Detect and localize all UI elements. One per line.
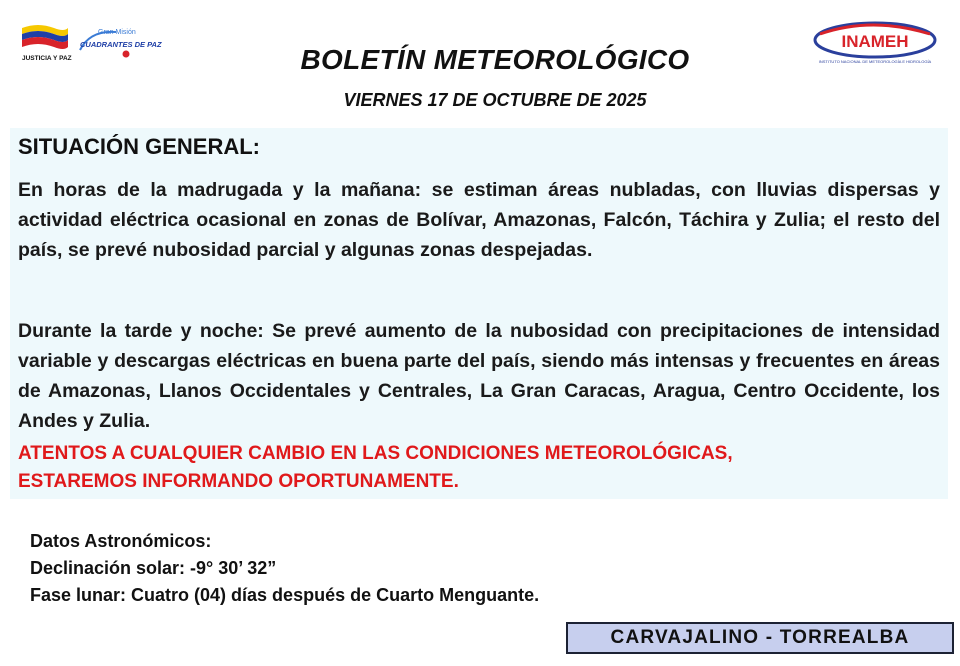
mission-small-text: Gran Misión <box>98 29 136 36</box>
afternoon-forecast-paragraph: Durante la tarde y noche: Se prevé aumento de la nubosidad con precipitaciones de intensidad variable y descargas eléctricas en buena parte del país, siendo más intensas y frecuentes en áreas de Amazonas, Llanos Occidentales y Centrales, La Gran Caracas, Aragua, Centro Occidente, los Andes y Zulia. <box>18 320 940 432</box>
forecaster-names: CARVAJALINO - TORREALBA <box>610 627 910 648</box>
astronomical-heading: Datos Astronómicos: <box>30 531 212 551</box>
moon-phase: Fase lunar: Cuatro (04) días después de Cuarto Menguante. <box>30 585 540 605</box>
forecaster-signature-box <box>566 622 954 654</box>
alert-message <box>18 440 940 496</box>
alert-line-1: ATENTOS A CUALQUIER CAMBIO EN LAS CONDICIONES METEOROLÓGICAS, <box>18 443 733 464</box>
astronomical-data <box>30 528 539 609</box>
morning-forecast-paragraph: En horas de la madrugada y la mañana: se estiman áreas nubladas, con lluvias dispersas y actividad eléctrica ocasional en zonas de Bolívar, Amazonas, Falcón, Táchira y Zulia; el resto del país, se prevé nubosidad parcial y algunas zonas despejadas. <box>18 179 940 261</box>
bulletin-date: VIERNES 17 DE OCTUBRE DE 2025 <box>343 90 647 110</box>
justicia-paz-caption: JUSTICIA Y PAZ <box>22 55 72 62</box>
inameh-caption: INSTITUTO NACIONAL DE METEOROLOGÍA E HIDROLOGÍA <box>818 59 932 64</box>
mission-main-text: CUADRANTES DE PAZ <box>80 40 162 49</box>
solar-declination: Declinación solar: -9° 30’ 32” <box>30 558 277 578</box>
alert-line-2: ESTAREMOS INFORMANDO OPORTUNAMENTE. <box>18 471 459 492</box>
inameh-wordmark: INAMEH <box>841 32 909 51</box>
bulletin-title: BOLETÍN METEOROLÓGICO <box>300 44 690 75</box>
general-situation-heading: SITUACIÓN GENERAL: <box>18 134 260 159</box>
